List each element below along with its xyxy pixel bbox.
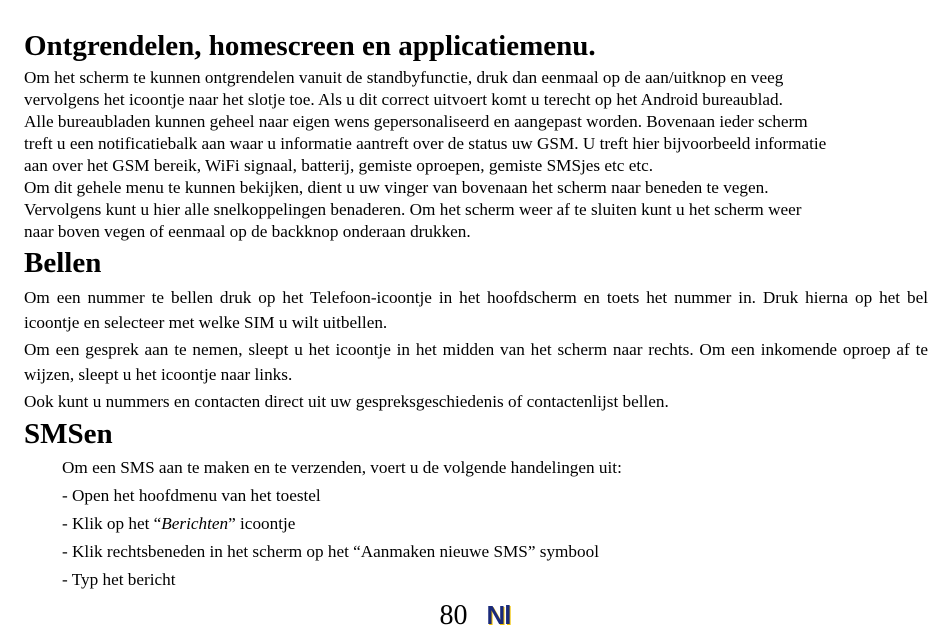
sms-steps — [24, 455, 928, 593]
step-text: - Klik op het “ — [62, 514, 162, 534]
text-line: Alle bureaubladen kunnen geheel naar eigen wens gepersonaliseerd en aangepast worden. Bovenaan ieder scherm — [24, 112, 808, 132]
page-number: 80 — [439, 600, 468, 631]
text-line: Om het scherm te kunnen ontgrendelen vanuit de standbyfunctie, druk dan eenmaal op de aan/uitknop en veeg — [24, 68, 784, 88]
sms-step: - Open het hoofdmenu van het toestel — [62, 486, 321, 506]
sms-intro: Om een SMS aan te maken en te verzenden, voert u de volgende handelingen uit: — [62, 458, 622, 478]
section-calling — [24, 247, 928, 413]
berichten-label: Berichten — [161, 514, 229, 534]
section-heading-calling: Bellen — [24, 247, 102, 280]
paragraph: Ook kunt u nummers en contacten direct uit uw gespreksgeschiedenis of contactenlijst bellen. — [24, 391, 669, 411]
paragraph: Om een nummer te bellen druk op het Telefoon-icoontje in het hoofdscherm en toets het nummer in. Druk hierna op het bel icoontje en selecteer met welke SIM u wilt uitbellen. — [24, 287, 928, 332]
text-line: Vervolgens kunt u hier alle snelkoppelingen benaderen. Om het scherm weer af te sluiten kunt u het scherm weer — [24, 200, 802, 220]
text-line: vervolgens het icoontje naar het slotje toe. Als u dit correct uitvoert komt u terecht op het Android bureaublad. — [24, 90, 783, 110]
sms-step: - Typ het bericht — [62, 570, 176, 590]
language-badge: Nl — [486, 600, 511, 630]
section-heading-unlock: Ontgrendelen, homescreen en applicatiemenu. — [24, 30, 596, 62]
sms-step — [62, 511, 928, 537]
page-footer — [0, 600, 950, 632]
text-line: treft u een notificatiebalk aan waar u informatie aantreft over de status uw GSM. U treft hier bijvoorbeeld informatie — [24, 134, 827, 154]
text-line: aan over het GSM bereik, WiFi signaal, batterij, gemiste oproepen, gemiste SMSjes etc etc. — [24, 156, 654, 176]
step-text: ” icoontje — [228, 514, 296, 534]
text-line: Om dit gehele menu te kunnen bekijken, dient u uw vinger van bovenaan het scherm naar beneden te vegen. — [24, 178, 769, 198]
sms-step: - Klik rechtsbeneden in het scherm op het “Aanmaken nieuwe SMS” symbool — [62, 542, 599, 562]
manual-page — [24, 30, 928, 595]
section-sms — [24, 418, 928, 593]
section-heading-sms: SMSen — [24, 417, 113, 450]
paragraph: Om een gesprek aan te nemen, sleept u het icoontje in het midden van het scherm naar rechts. Om een inkomende oproep af te wijzen, sleept u het icoontje naar links. — [24, 339, 928, 384]
section-unlock — [24, 30, 928, 243]
text-line: naar boven vegen of eenmaal op de backknop onderaan drukken. — [24, 222, 471, 242]
